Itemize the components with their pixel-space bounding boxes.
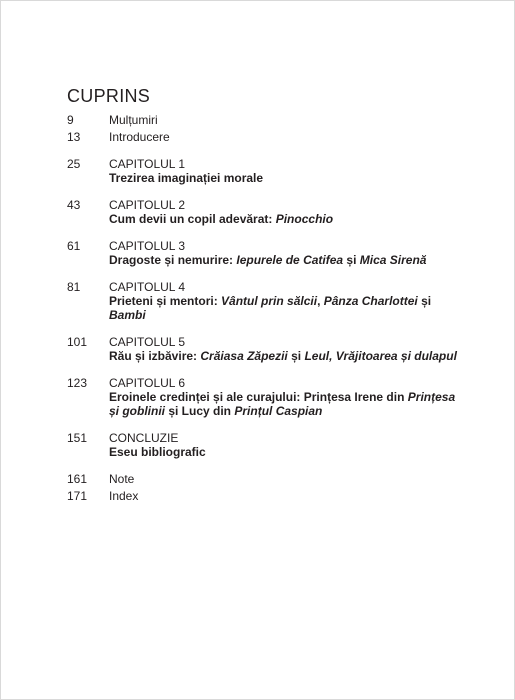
toc-chapter-label: CAPITOLUL 4 xyxy=(109,280,186,294)
toc-page-number: 9 xyxy=(67,113,74,127)
toc-entry-label: Mulțumiri xyxy=(109,113,158,127)
toc-chapter-title xyxy=(109,253,467,267)
toc-title-italic-run: Leul, Vrăjitoarea și dulapul xyxy=(304,349,457,363)
toc-entry-notes[interactable] xyxy=(67,472,467,486)
toc-title-italic-run: Crăiasa Zăpezii xyxy=(200,349,288,363)
toc-title: CUPRINS xyxy=(67,86,151,106)
toc-chapter-label: CAPITOLUL 3 xyxy=(109,239,186,253)
toc-chapter-label: CAPITOLUL 5 xyxy=(109,335,186,349)
toc-entry-chapter-3[interactable] xyxy=(67,239,467,267)
toc-page-number: 101 xyxy=(67,335,88,349)
toc-title-run: Prieteni și mentori: xyxy=(109,294,222,308)
toc-page-number: 43 xyxy=(67,198,81,212)
toc-title-italic-run: Mica Sirenă xyxy=(359,253,427,267)
toc-page-number: 61 xyxy=(67,239,81,253)
toc-entry-chapter-5[interactable] xyxy=(67,335,467,363)
toc-title-run: și xyxy=(417,294,432,308)
toc-title-run: și xyxy=(287,349,305,363)
toc-title-run: Trezirea imaginației morale xyxy=(109,171,264,185)
toc-title-italic-run: Pinocchio xyxy=(275,212,334,226)
toc-entry-chapter-1[interactable] xyxy=(67,157,467,185)
toc-title-italic-run: Iepurele de Catifea xyxy=(236,253,344,267)
toc-entry-label: Introducere xyxy=(109,130,170,144)
toc-title-italic-run: Prințul Caspian xyxy=(234,404,323,418)
toc-list xyxy=(67,113,467,503)
toc-title-italic-run: Prințesa și goblinii xyxy=(109,390,456,418)
toc-title-run: Dragoste și nemurire: xyxy=(109,253,237,267)
toc-page-number: 25 xyxy=(67,157,81,171)
toc-chapter-label: CAPITOLUL 2 xyxy=(109,198,186,212)
toc-page-number: 123 xyxy=(67,376,88,390)
toc-title-run: Eroinele credinței și ale curajului: Prințesa Irene din xyxy=(109,390,408,404)
toc-title-run: și Lucy din xyxy=(165,404,235,418)
toc-page-number: 171 xyxy=(67,489,88,503)
toc-entry-chapter-2[interactable] xyxy=(67,198,467,226)
toc-title-run: Cum devii un copil adevărat: xyxy=(109,212,276,226)
toc-entry-index[interactable] xyxy=(67,489,467,503)
toc-chapter-title xyxy=(109,390,467,418)
toc-entry[interactable] xyxy=(67,130,467,144)
toc-entry-conclusion[interactable] xyxy=(67,431,467,459)
toc-title-run: și xyxy=(343,253,360,267)
toc-title-run: Eseu bibliografic xyxy=(109,445,206,459)
toc-page-number: 13 xyxy=(67,130,81,144)
toc-entry-chapter-4[interactable] xyxy=(67,280,467,322)
toc-chapter-title xyxy=(109,294,467,322)
toc-entry-chapter-6[interactable] xyxy=(67,376,467,418)
toc-chapter-title xyxy=(109,171,467,185)
toc-title-italic-run: Vântul prin sălcii xyxy=(221,294,318,308)
toc-chapter-title xyxy=(109,445,467,459)
toc-page-number: 81 xyxy=(67,280,81,294)
toc-page-number: 161 xyxy=(67,472,88,486)
toc-page-number: 151 xyxy=(67,431,88,445)
toc-chapter-label: CONCLUZIE xyxy=(109,431,179,445)
toc-chapter-label: CAPITOLUL 1 xyxy=(109,157,186,171)
toc-entry[interactable] xyxy=(67,113,467,127)
toc-title-run: Rău și izbăvire: xyxy=(109,349,201,363)
toc-title-italic-run: Pânza Charlottei xyxy=(323,294,418,308)
toc-title-run: , xyxy=(317,294,324,308)
toc-title-italic-run: Bambi xyxy=(109,308,146,322)
toc-chapter-title xyxy=(109,349,467,363)
toc-chapter-title xyxy=(109,212,467,226)
toc-entry-label: Index xyxy=(109,489,139,503)
toc-chapter-label: CAPITOLUL 6 xyxy=(109,376,186,390)
toc-entry-label: Note xyxy=(109,472,135,486)
